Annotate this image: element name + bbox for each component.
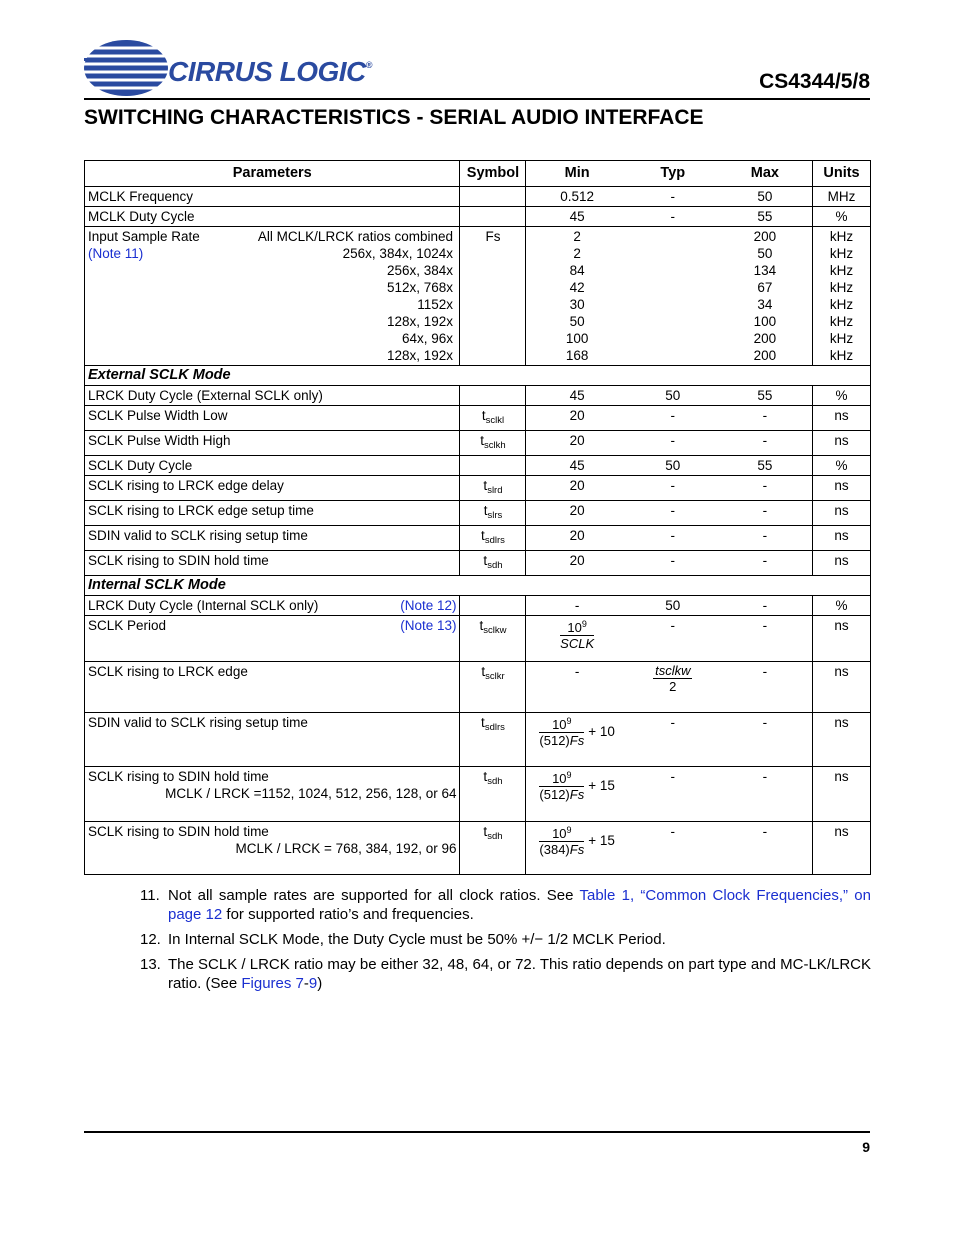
unit-value: kHz: [829, 229, 854, 244]
logo-wordmark: CIRRUS LOGIC®: [168, 56, 372, 87]
max-cell: 50: [718, 187, 813, 207]
max-cell: [718, 227, 813, 366]
param-condition: MCLK / LRCK =1152, 1024, 512, 256, 128, or 64: [165, 786, 457, 801]
ratio-line: 128x, 192x: [386, 348, 453, 363]
max-cell: -: [718, 662, 813, 713]
note-13-link[interactable]: (Note 13): [400, 618, 457, 633]
fraction-numerator: $10^9$: [560, 617, 594, 636]
unit-cell: %: [813, 456, 871, 476]
min-value: 100: [565, 331, 589, 346]
fraction-numerator: $10^9$: [539, 714, 584, 733]
ratio-line: 1152x: [417, 297, 453, 312]
table-row: [85, 526, 871, 551]
min-cell: 20: [526, 476, 628, 501]
symbol-cell: [460, 596, 526, 616]
formula: [539, 714, 614, 748]
param-cell: SDIN valid to SCLK rising setup time: [85, 713, 460, 767]
unit-value: kHz: [829, 314, 854, 329]
typ-cell: -: [628, 767, 718, 822]
footnote-12: [140, 930, 871, 949]
section-heading: Internal SCLK Mode: [85, 576, 871, 596]
formula: [539, 823, 614, 857]
col-header-parameters: Parameters: [85, 161, 460, 187]
symbol-cell: [460, 406, 526, 431]
max-value: 67: [757, 280, 773, 295]
min-value: 84: [569, 263, 585, 278]
param-cell: SCLK Pulse Width Low: [85, 406, 460, 431]
min-cell: 20: [526, 406, 628, 431]
table-row: [85, 476, 871, 501]
table-row: [85, 501, 871, 526]
max-cell: -: [718, 431, 813, 456]
table-row: [85, 456, 871, 476]
figure-9-link[interactable]: 9: [308, 975, 318, 992]
min-cell: 20: [526, 551, 628, 576]
table-row: [85, 822, 871, 875]
formula-addend: + 15: [588, 777, 615, 793]
param-label: SCLK rising to SDIN hold time: [88, 769, 269, 784]
ratio-line: 256x, 384x: [386, 263, 453, 278]
unit-cell: %: [813, 207, 871, 227]
unit-value: kHz: [829, 331, 854, 346]
typ-cell: -: [628, 501, 718, 526]
param-label: SCLK rising to SDIN hold time: [88, 824, 269, 839]
symbol-cell: [460, 767, 526, 822]
typ-cell: 50: [628, 596, 718, 616]
symbol-cell: [460, 616, 526, 662]
formula: [539, 768, 614, 802]
param-cell: LRCK Duty Cycle (External SCLK only): [85, 386, 460, 406]
fraction-denominator: (512)Fs: [539, 787, 585, 802]
typ-cell: -: [628, 431, 718, 456]
max-cell: -: [718, 526, 813, 551]
symbol-cell: [460, 476, 526, 501]
ratio-line: 512x, 768x: [386, 280, 453, 295]
table-row: [85, 596, 871, 616]
min-value: 50: [569, 314, 585, 329]
param-cell: SDIN valid to SCLK rising setup time: [85, 526, 460, 551]
unit-cell: ns: [813, 431, 871, 456]
max-cell: 55: [718, 207, 813, 227]
unit-value: kHz: [829, 246, 854, 261]
header-rule: [84, 98, 870, 100]
max-value: 200: [753, 331, 777, 346]
max-cell: -: [718, 713, 813, 767]
note-12-link[interactable]: (Note 12): [400, 598, 457, 613]
symbol-subscript: slrs: [487, 510, 503, 521]
table-row: [85, 662, 871, 713]
unit-value: kHz: [829, 348, 854, 363]
note-11-link[interactable]: (Note 11): [88, 246, 144, 261]
symbol-cell: [460, 431, 526, 456]
table-row: [85, 713, 871, 767]
min-cell: [526, 822, 628, 875]
min-value: 2: [573, 246, 581, 261]
max-cell: -: [718, 616, 813, 662]
symbol: t: [483, 553, 488, 568]
min-value: 168: [565, 348, 589, 363]
fraction-numerator: tsclkw: [655, 663, 691, 678]
param-label: SCLK Period: [88, 618, 167, 633]
formula-fraction: [539, 714, 584, 748]
footnotes: [140, 886, 871, 999]
min-cell: 45: [526, 207, 628, 227]
formula-fraction: [560, 617, 594, 651]
typ-cell: -: [628, 822, 718, 875]
symbol-cell: [460, 187, 526, 207]
unit-cell: ns: [813, 526, 871, 551]
typ-cell: -: [628, 551, 718, 576]
symbol: t: [479, 618, 484, 633]
footnote-text: The SCLK / LRCK ratio may be either 32, 48, 64, or 72. This ratio depends on part type and MC-LK/LRCK ratio. (See Figures 7-9): [168, 956, 871, 992]
fraction-denominator: SCLK: [560, 636, 595, 651]
symbol-subscript: sdlrs: [484, 535, 505, 546]
footnote-number: 12.: [140, 931, 161, 948]
section-row-internal: [85, 576, 871, 596]
table-row: [85, 187, 871, 207]
min-value: 2: [573, 229, 581, 244]
min-cell: 20: [526, 526, 628, 551]
fraction-denominator: 2: [669, 679, 677, 694]
typ-cell: -: [628, 406, 718, 431]
page-number: 9: [862, 1139, 870, 1155]
unit-value: kHz: [829, 280, 854, 295]
footnote-text: In Internal SCLK Mode, the Duty Cycle must be 50% +/− 1/2 MCLK Period.: [168, 931, 666, 948]
typ-cell: -: [628, 713, 718, 767]
param-cell: SCLK Pulse Width High: [85, 431, 460, 456]
unit-cell: [813, 227, 871, 366]
max-cell: -: [718, 476, 813, 501]
max-value: 134: [753, 263, 777, 278]
formula-fraction: [539, 823, 584, 857]
typ-cell: 50: [628, 386, 718, 406]
min-cell: [526, 767, 628, 822]
page-title: SWITCHING CHARACTERISTICS - SERIAL AUDIO INTERFACE: [84, 106, 704, 129]
unit-cell: MHz: [813, 187, 871, 207]
param-cell: SCLK Duty Cycle: [85, 456, 460, 476]
max-value: 200: [753, 229, 777, 244]
param-cell: SCLK rising to LRCK edge setup time: [85, 501, 460, 526]
param-condition: MCLK / LRCK = 768, 384, 192, or 96: [235, 841, 457, 856]
unit-value: kHz: [829, 263, 854, 278]
symbol-subscript: sdh: [487, 776, 503, 787]
min-cell: [526, 616, 628, 662]
typ-cell: -: [628, 616, 718, 662]
param-cell: SCLK rising to SDIN hold time: [85, 551, 460, 576]
ratio-line: All MCLK/LRCK ratios combined: [257, 229, 453, 244]
symbol-cell: Fs: [460, 227, 526, 366]
unit-cell: ns: [813, 406, 871, 431]
col-header-max: Max: [718, 161, 813, 187]
ratio-line: 64x, 96x: [401, 331, 453, 346]
symbol: t: [483, 769, 488, 784]
table-row: [85, 406, 871, 431]
symbol-cell: [460, 207, 526, 227]
min-cell: [526, 227, 628, 366]
unit-cell: ns: [813, 551, 871, 576]
unit-cell: ns: [813, 713, 871, 767]
typ-cell: [628, 227, 718, 366]
isr-label-group: [88, 228, 248, 262]
max-value: 50: [757, 246, 773, 261]
unit-cell: ns: [813, 501, 871, 526]
fraction-denominator: (384)Fs: [539, 842, 585, 857]
param-cell: [85, 596, 460, 616]
symbol-cell: [460, 526, 526, 551]
table-row: [85, 207, 871, 227]
fraction-numerator: $10^9$: [539, 823, 584, 842]
figures-7-link[interactable]: Figures 7: [241, 975, 304, 992]
symbol-cell: [460, 386, 526, 406]
param-label: LRCK Duty Cycle (Internal SCLK only): [88, 598, 319, 613]
typ-cell: -: [628, 476, 718, 501]
part-number: CS4344/5/8: [759, 70, 870, 93]
footnote-text: Not all sample rates are supported for all clock ratios. See Table 1, “Common Clock Frequencies,” on page 12 for supported ratio’s and frequencies.: [168, 887, 871, 923]
table-row: [85, 431, 871, 456]
symbol: t: [483, 824, 488, 839]
unit-cell: %: [813, 596, 871, 616]
table-row: [85, 616, 871, 662]
symbol: t: [483, 503, 488, 518]
max-cell: -: [718, 767, 813, 822]
ratio-line: 128x, 192x: [386, 314, 453, 329]
min-cell: 45: [526, 386, 628, 406]
symbol-cell: [460, 551, 526, 576]
fraction-numerator: $10^9$: [539, 768, 584, 787]
col-header-units: Units: [813, 161, 871, 187]
symbol-subscript: sdh: [487, 560, 503, 571]
switching-characteristics-table: [84, 160, 871, 875]
unit-cell: ns: [813, 767, 871, 822]
symbol: t: [480, 433, 485, 448]
col-header-symbol: Symbol: [460, 161, 526, 187]
unit-cell: ns: [813, 476, 871, 501]
symbol: t: [483, 478, 488, 493]
unit-cell: %: [813, 386, 871, 406]
table-row: [85, 386, 871, 406]
symbol: t: [481, 528, 485, 543]
max-cell: -: [718, 551, 813, 576]
min-cell: [526, 713, 628, 767]
footnote-13: [140, 955, 871, 993]
min-value: 42: [569, 280, 585, 295]
table-row: [85, 767, 871, 822]
unit-cell: ns: [813, 662, 871, 713]
formula-fraction: [539, 768, 584, 802]
param-cell: [85, 767, 460, 822]
symbol-subscript: sdlrs: [484, 722, 505, 733]
symbol-subscript: sclkr: [485, 671, 505, 682]
symbol-cell: [460, 662, 526, 713]
min-cell: 45: [526, 456, 628, 476]
symbol-cell: [460, 713, 526, 767]
max-cell: -: [718, 406, 813, 431]
param-cell: [85, 616, 460, 662]
param-cell: [85, 227, 460, 366]
isr-ratios: [248, 228, 453, 364]
symbol: t: [481, 408, 486, 423]
max-cell: -: [718, 596, 813, 616]
symbol-subscript: sclkl: [485, 415, 505, 426]
param-cell: SCLK rising to LRCK edge delay: [85, 476, 460, 501]
footer-rule: [84, 1131, 870, 1133]
min-cell: 20: [526, 501, 628, 526]
footnote-number: 13.: [140, 956, 161, 973]
unit-cell: ns: [813, 616, 871, 662]
typ-cell: -: [628, 207, 718, 227]
symbol-subscript: sclkh: [484, 440, 506, 451]
typ-cell: -: [628, 526, 718, 551]
max-cell: 55: [718, 456, 813, 476]
symbol-cell: [460, 501, 526, 526]
unit-cell: ns: [813, 822, 871, 875]
param-cell: MCLK Duty Cycle: [85, 207, 460, 227]
max-cell: 55: [718, 386, 813, 406]
param-cell: SCLK rising to LRCK edge: [85, 662, 460, 713]
symbol: t: [481, 664, 486, 679]
param-cell: MCLK Frequency: [85, 187, 460, 207]
max-value: 200: [753, 348, 777, 363]
footnote-number: 11.: [140, 887, 160, 904]
isr-label: Input Sample Rate: [88, 229, 200, 244]
table-1-link[interactable]: Table 1, “Common Clock Frequencies,” on page 12: [168, 887, 871, 923]
footnote-11: [140, 886, 871, 924]
ratio-line: 256x, 384x, 1024x: [342, 246, 453, 261]
typ-cell: -: [628, 187, 718, 207]
formula-addend: + 10: [588, 723, 615, 739]
param-cell: [85, 822, 460, 875]
max-cell: -: [718, 501, 813, 526]
typ-cell: [628, 662, 718, 713]
max-cell: -: [718, 822, 813, 875]
symbol-cell: [460, 456, 526, 476]
table-row: [85, 551, 871, 576]
unit-value: kHz: [829, 297, 854, 312]
section-row-external: [85, 366, 871, 386]
symbol-subscript: slrd: [487, 485, 503, 496]
symbol-subscript: sclkw: [483, 625, 507, 636]
min-value: 30: [569, 297, 585, 312]
table-header-row: [85, 161, 871, 187]
min-cell: 20: [526, 431, 628, 456]
min-cell: 0.512: [526, 187, 628, 207]
col-header-typ: Typ: [628, 161, 718, 187]
max-value: 100: [753, 314, 777, 329]
fraction-denominator: (512)Fs: [539, 733, 585, 748]
section-heading: External SCLK Mode: [85, 366, 871, 386]
formula-addend: + 15: [588, 832, 615, 848]
formula-fraction: [653, 663, 692, 694]
max-value: 34: [757, 297, 773, 312]
col-header-min: Min: [526, 161, 628, 187]
symbol-subscript: sdh: [487, 831, 503, 842]
input-sample-rate-row: [85, 227, 871, 366]
min-cell: -: [526, 596, 628, 616]
min-cell: -: [526, 662, 628, 713]
symbol: t: [481, 715, 485, 730]
typ-cell: 50: [628, 456, 718, 476]
symbol-cell: [460, 822, 526, 875]
